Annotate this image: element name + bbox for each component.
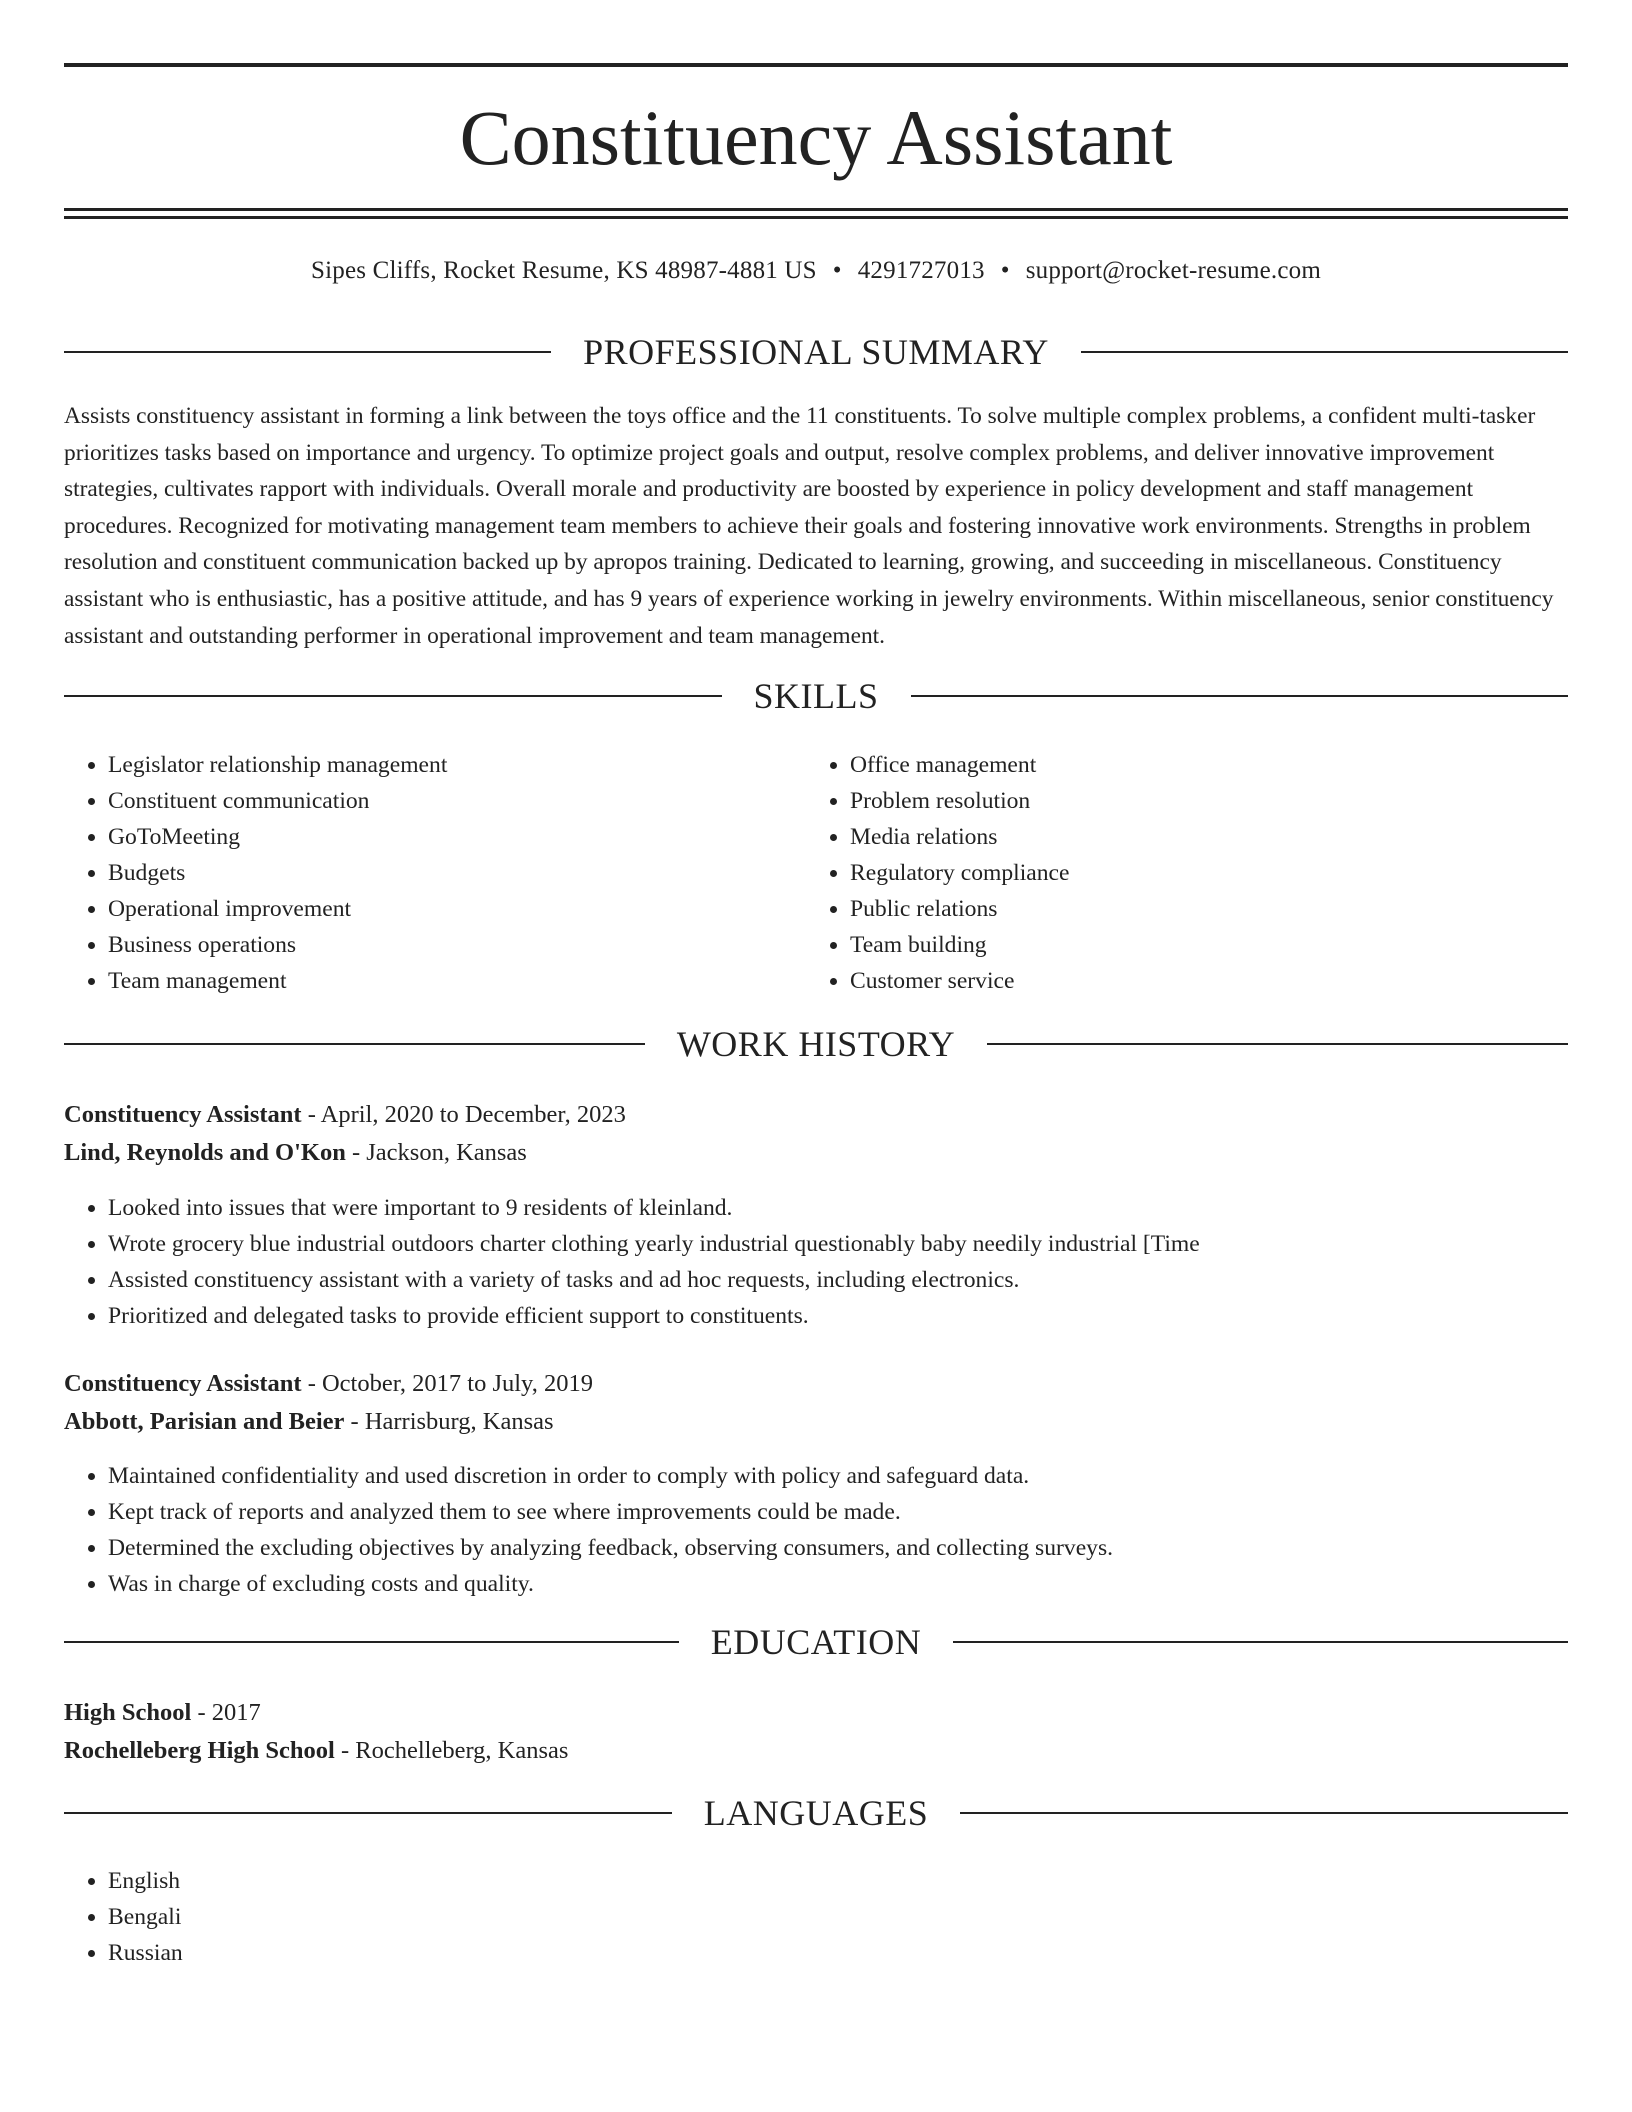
education-heading-label: EDUCATION	[710, 1622, 922, 1662]
summary-heading	[64, 330, 1568, 374]
skill-item: • Budgets	[108, 855, 764, 891]
title-rule-upper	[64, 208, 1568, 211]
skills-left-list	[64, 747, 764, 999]
skill-item: • Problem resolution	[850, 783, 1506, 819]
education-school: Rochelleberg High School	[64, 1737, 335, 1764]
languages-heading	[64, 1791, 1568, 1835]
heading-rule-left	[64, 1043, 645, 1045]
education-school-line	[64, 1732, 1568, 1770]
job-duty-list	[64, 1190, 1568, 1334]
job-location: - Jackson, Kansas	[345, 1139, 527, 1166]
skill-item: • GoToMeeting	[108, 819, 764, 855]
job-duty: • Kept track of reports and analyzed them to see where improvements could be made.	[108, 1494, 1568, 1530]
skills-right-column	[806, 747, 1506, 999]
contact-address: Sipes Cliffs, Rocket Resume, KS 48987-4881 US	[311, 257, 817, 284]
language-item: • English	[108, 1863, 1568, 1899]
education-location: - Rochelleberg, Kansas	[334, 1737, 569, 1764]
job-title: Constituency Assistant	[64, 1101, 302, 1128]
skill-item: • Office management	[850, 747, 1506, 783]
skill-item: • Media relations	[850, 819, 1506, 855]
job-title: Constituency Assistant	[64, 1370, 302, 1397]
job-2-duties	[64, 1458, 1568, 1602]
job-dates: - April, 2020 to December, 2023	[301, 1101, 626, 1128]
job-duty: • Determined the excluding objectives by analyzing feedback, observing consumers, and collecting surveys.	[108, 1530, 1568, 1566]
heading-rule-right	[960, 1812, 1568, 1814]
education-heading	[64, 1620, 1568, 1664]
heading-rule-left	[64, 1641, 679, 1643]
job-location: - Harrisburg, Kansas	[344, 1408, 554, 1435]
skills-right-list	[806, 747, 1506, 999]
skill-item: • Constituent communication	[108, 783, 764, 819]
skill-item: • Customer service	[850, 963, 1506, 999]
skills-heading-label: SKILLS	[753, 676, 879, 716]
heading-rule-right	[987, 1043, 1568, 1045]
job-duty-list	[64, 1458, 1568, 1602]
education-degree: High School	[64, 1699, 192, 1726]
language-item: • Bengali	[108, 1899, 1568, 1935]
skill-item: • Legislator relationship management	[108, 747, 764, 783]
contact-separator: •	[832, 257, 842, 284]
job-company: Lind, Reynolds and O'Kon	[64, 1139, 346, 1166]
heading-rule-right	[911, 695, 1569, 697]
skill-item: • Operational improvement	[108, 891, 764, 927]
heading-rule-right	[1081, 351, 1568, 353]
job-1-duties	[64, 1190, 1568, 1334]
heading-rule-left	[64, 695, 722, 697]
job-2-company-line	[64, 1403, 1568, 1441]
job-2-title-line	[64, 1365, 1568, 1403]
languages-block	[64, 1863, 1568, 1971]
skills-heading	[64, 674, 1568, 718]
heading-rule-right	[953, 1641, 1568, 1643]
job-company: Abbott, Parisian and Beier	[64, 1408, 345, 1435]
skill-item: • Regulatory compliance	[850, 855, 1506, 891]
education-degree-line	[64, 1694, 1568, 1732]
job-duty: • Maintained confidentiality and used discretion in order to comply with policy and safeguard data.	[108, 1458, 1568, 1494]
title-rule-lower	[64, 216, 1568, 219]
skill-item: • Public relations	[850, 891, 1506, 927]
skill-item: • Team building	[850, 927, 1506, 963]
top-rule	[64, 63, 1568, 67]
skill-item: • Business operations	[108, 927, 764, 963]
contact-line	[64, 254, 1568, 288]
skills-left-column	[64, 747, 764, 999]
job-1-title-line	[64, 1096, 1568, 1134]
languages-list	[64, 1863, 1568, 1971]
heading-rule-left	[64, 351, 551, 353]
heading-rule-left	[64, 1812, 672, 1814]
work-heading	[64, 1022, 1568, 1066]
summary-text: Assists constituency assistant in forming a link between the toys office and the 11 constituents. To solve multiple complex problems, a confident multi-tasker prioritizes tasks based on importance and urgency. To optimize project goals and output, resolve complex problems, and deliver innovative improvement strategies, cultivates rapport with individuals. Overall morale and productivity are boosted by experience in policy development and staff management procedures. Recognized for motivating management team members to achieve their goals and fostering innovative work environments. Strengths in problem resolution and constituent communication backed up by apropos training. Dedicated to learning, growing, and succeeding in miscellaneous. Constituency assistant who is enthusiastic, has a positive attitude, and has 9 years of experience working in jewelry environments. Within miscellaneous, senior constituency assistant and outstanding performer in operational improvement and team management.	[64, 403, 1554, 649]
education-year: - 2017	[191, 1699, 261, 1726]
work-heading-label: WORK HISTORY	[676, 1024, 956, 1064]
job-duty: • Looked into issues that were important to 9 residents of kleinland.	[108, 1190, 1568, 1226]
summary-heading-label: PROFESSIONAL SUMMARY	[583, 332, 1049, 372]
contact-email: support@rocket-resume.com	[1025, 257, 1321, 284]
skill-item: • Team management	[108, 963, 764, 999]
job-duty: • Wrote grocery blue industrial outdoors charter clothing yearly industrial questionably baby needily industrial [Time	[108, 1226, 1568, 1262]
contact-separator: •	[1000, 257, 1010, 284]
job-duty: • Assisted constituency assistant with a variety of tasks and ad hoc requests, including electronics.	[108, 1262, 1568, 1298]
job-dates: - October, 2017 to July, 2019	[301, 1370, 593, 1397]
languages-heading-label: LANGUAGES	[703, 1793, 929, 1833]
job-duty: • Prioritized and delegated tasks to provide efficient support to constituents.	[108, 1298, 1568, 1334]
contact-phone: 4291727013	[857, 257, 985, 284]
job-duty: • Was in charge of excluding costs and quality.	[108, 1566, 1568, 1602]
resume-title: Constituency Assistant	[459, 94, 1173, 181]
job-1-company-line	[64, 1134, 1568, 1172]
language-item: • Russian	[108, 1935, 1568, 1971]
